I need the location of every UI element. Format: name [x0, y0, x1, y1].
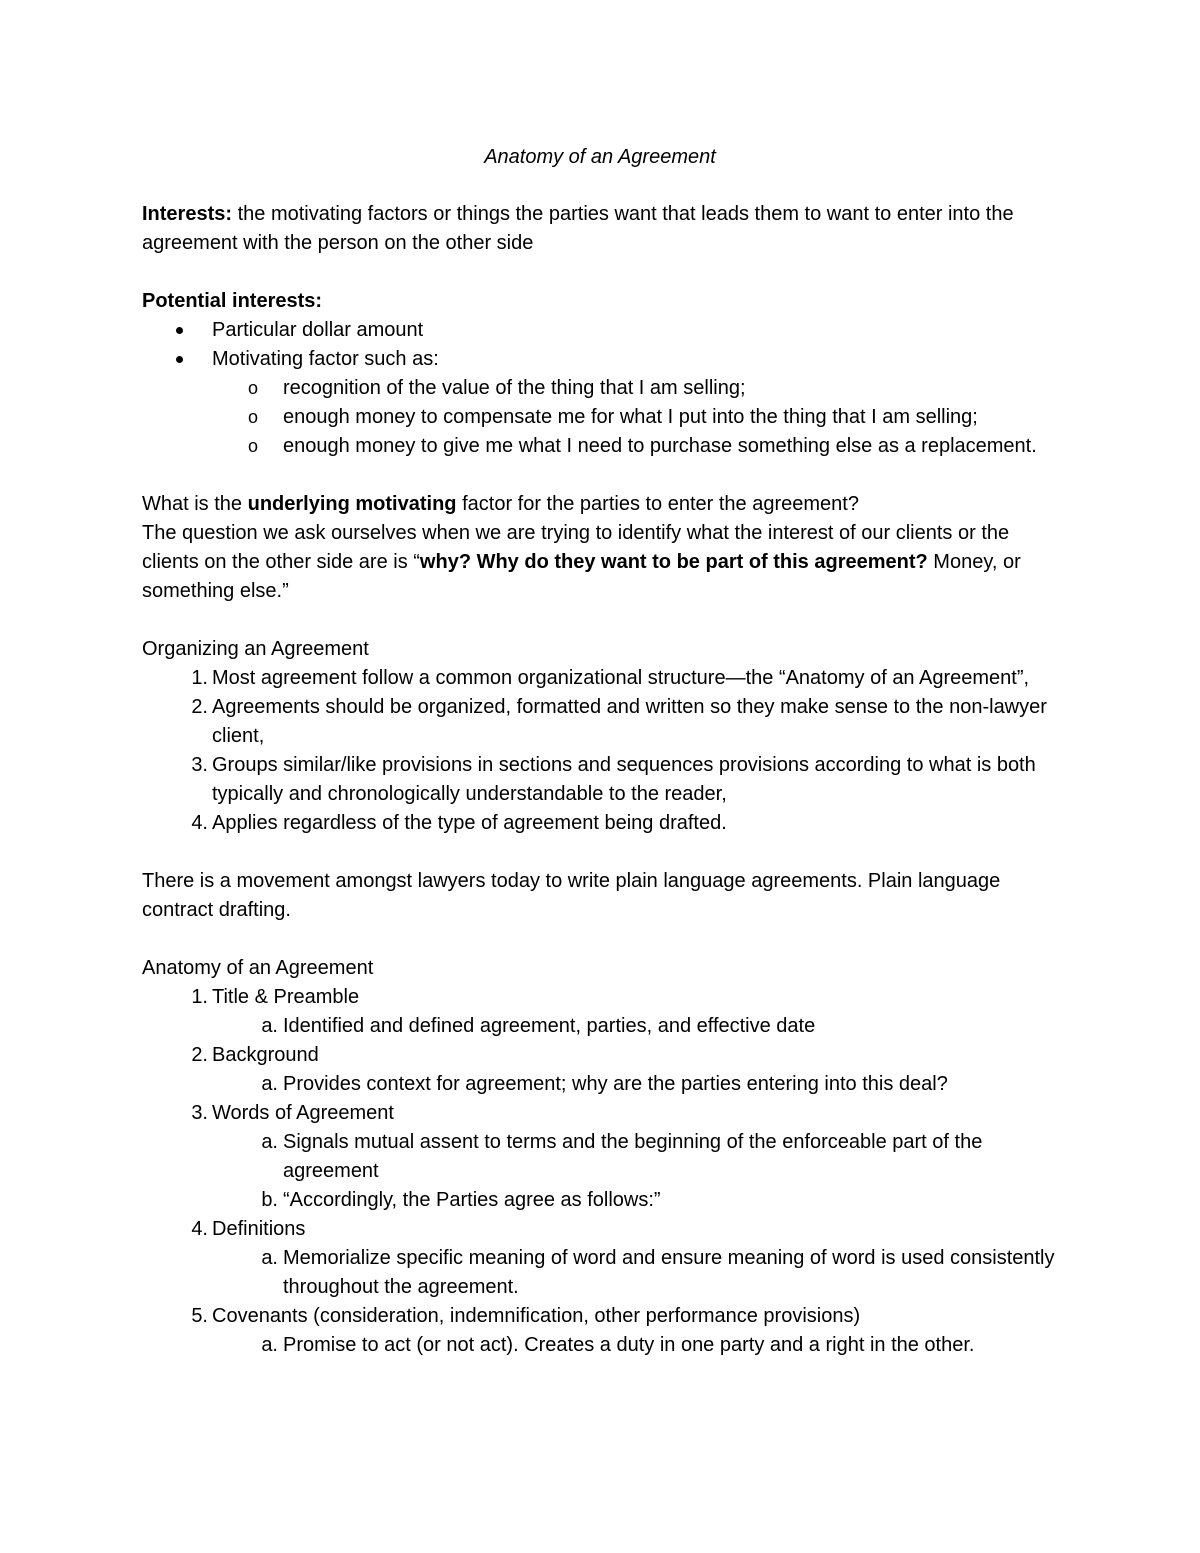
list-text: Title & Preamble [212, 986, 360, 1008]
list-item [142, 751, 1062, 809]
interests-label: Interests: [142, 203, 233, 225]
question-pre: What is the [142, 493, 243, 515]
sub-bullet-text: recognition of the value of the thing that I am selling; [283, 377, 746, 399]
question-line [142, 490, 1062, 519]
bullet-item [142, 345, 1062, 374]
sub-bullet-item [142, 403, 1062, 432]
sub-list-text: Provides context for agreement; why are the parties entering into this deal? [283, 1073, 948, 1095]
list-text: Covenants (consideration, indemnification, other performance provisions) [212, 1305, 861, 1327]
sub-list-item [142, 1244, 1062, 1302]
list-text: Most agreement follow a common organizational structure—the “Anatomy of an Agreement”, [212, 667, 1030, 689]
document-title: Anatomy of an Agreement [484, 146, 716, 168]
sub-list-letter: a. [261, 1131, 278, 1153]
list-number: 3. [191, 1102, 208, 1124]
bullet-icon [176, 327, 183, 334]
list-number: 5. [191, 1305, 208, 1327]
sub-list-text: Signals mutual assent to terms and the beginning of the enforceable part of the agreement [283, 1131, 983, 1182]
list-text: Applies regardless of the type of agreement being drafted. [212, 812, 727, 834]
list-text: Groups similar/like provisions in sections and sequences provisions according to what is both typically and chronologically understandable to the reader, [212, 754, 1036, 805]
list-item [142, 664, 1062, 693]
list-number: 2. [191, 696, 208, 718]
sub-list-letter: b. [261, 1189, 278, 1211]
list-text: Background [212, 1044, 319, 1066]
sub-list-item [142, 1128, 1062, 1186]
sub-list-item [142, 1012, 1062, 1041]
sub-list-text: Memorialize specific meaning of word and ensure meaning of word is used consistently throughout the agreement. [283, 1247, 1055, 1298]
sub-list-item [142, 1186, 1062, 1215]
sub-list-item [142, 1070, 1062, 1099]
question-emphasis: why? Why do they want to be part of this agreement? [419, 551, 928, 573]
sub-list-item [142, 1331, 1062, 1360]
bullet-item [142, 316, 1062, 345]
sub-bullet-item [142, 432, 1062, 461]
question-post: factor for the parties to enter the agreement? [462, 493, 859, 515]
circle-bullet-icon: o [248, 436, 259, 456]
list-item [142, 1099, 1062, 1128]
movement-paragraph: There is a movement amongst lawyers today to write plain language agreements. Plain language contract drafting. [142, 870, 1001, 921]
list-item [142, 1215, 1062, 1244]
organizing-heading: Organizing an Agreement [142, 638, 369, 660]
bullet-text: Motivating factor such as: [212, 348, 439, 370]
list-item [142, 809, 1062, 838]
question-end: Money, or something else.” [142, 551, 1021, 602]
potential-interests-heading: Potential interests: [142, 290, 323, 312]
bullet-icon [176, 356, 183, 363]
list-text: Words of Agreement [212, 1102, 394, 1124]
list-number: 1. [191, 667, 208, 689]
sub-list-letter: a. [261, 1073, 278, 1095]
sub-list-letter: a. [261, 1334, 278, 1356]
list-number: 2. [191, 1044, 208, 1066]
list-number: 4. [191, 1218, 208, 1240]
list-text: Agreements should be organized, formatted and written so they make sense to the non-lawyer client, [212, 696, 1047, 747]
anatomy-heading: Anatomy of an Agreement [142, 957, 374, 979]
list-item [142, 1041, 1062, 1070]
list-item [142, 693, 1062, 751]
circle-bullet-icon: o [248, 378, 259, 398]
list-item [142, 983, 1062, 1012]
question-paragraph [142, 519, 1062, 606]
sub-list-text: “Accordingly, the Parties agree as follows:” [283, 1189, 661, 1211]
sub-bullet-text: enough money to give me what I need to purchase something else as a replacement. [283, 435, 1037, 457]
sub-list-letter: a. [261, 1247, 278, 1269]
interests-text: the motivating factors or things the parties want that leads them to want to enter into the agreement with the person on the other side [142, 203, 1014, 254]
sub-bullet-item [142, 374, 1062, 403]
list-text: Definitions [212, 1218, 306, 1240]
question-bold: underlying motivating [247, 493, 457, 515]
bullet-text: Particular dollar amount [212, 319, 424, 341]
sub-list-text: Identified and defined agreement, parties, and effective date [283, 1015, 816, 1037]
sub-list-letter: a. [261, 1015, 278, 1037]
sub-list-text: Promise to act (or not act). Creates a duty in one party and a right in the other. [283, 1334, 975, 1356]
circle-bullet-icon: o [248, 407, 259, 427]
list-number: 1. [191, 986, 208, 1008]
sub-bullet-text: enough money to compensate me for what I put into the thing that I am selling; [283, 406, 978, 428]
document-body [142, 200, 1062, 1360]
list-number: 4. [191, 812, 208, 834]
list-number: 3. [191, 754, 208, 776]
interests-paragraph [142, 200, 1062, 258]
list-item [142, 1302, 1062, 1331]
question-text: The question we ask ourselves when we are trying to identify what the interest of our clients or the clients on the other side are is “ [142, 522, 1010, 573]
